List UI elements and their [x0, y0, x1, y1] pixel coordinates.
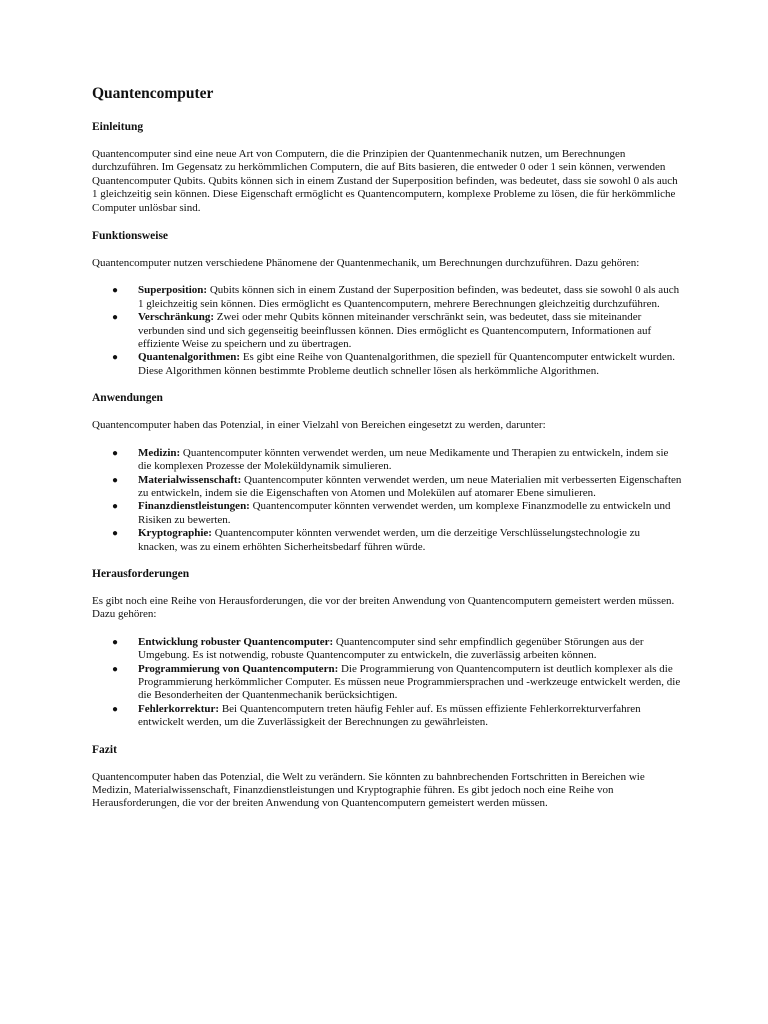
section-paragraph-anwendungen: Quantencomputer haben das Potenzial, in einer Vielzahl von Bereichen eingesetzt zu werden, darunter: — [92, 419, 546, 432]
list-item-text: Quantencomputer könnten verwendet werden, um komplexe Finanzmodelle zu entwickeln und Risiken zu bewerten. — [138, 500, 671, 526]
list-item — [112, 636, 682, 663]
document-title: Quantencomputer — [92, 85, 214, 102]
list-item-text: Quantencomputer könnten verwendet werden, um neue Materialien mit verbesserten Eigenschaften zu entwickeln, indem sie die Eigenschaften von Atomen und Molekülen auf atomarer Ebene simulieren. — [138, 473, 682, 499]
section-paragraph-einleitung: Quantencomputer sind eine neue Art von Computern, die die Prinzipien der Quantenmechanik nutzen, um Berechnungen durchzuführen. Im Gegensatz zu herkömmlichen Computern, die auf Bits basieren, die entweder 0 oder 1 sein können, verwenden Quantencomputer Qubits. Qubits können sich in einem Zustand der Superposition befinden, was bedeutet, dass sie sowohl 0 als auch 1 gleichzeitig sein können. Diese Eigenschaft ermöglicht es Quantencomputern, komplexe Probleme zu lösen, die für herkömmliche Computer unlösbar sind. — [92, 148, 678, 214]
section-heading-funktionsweise: Funktionsweise — [92, 230, 169, 243]
list-item-text: Zwei oder mehr Qubits können miteinander verschränkt sein, was bedeutet, dass sie miteinander verbunden sind und sich gegenseitig beeinflussen können. Dies ermöglicht es Quantencomputern, Informationen auf effiziente Weise zu speichern und zu übertragen. — [138, 311, 652, 351]
list-item-text: Quantencomputer könnten verwendet werden, um neue Medikamente und Therapien zu entwickeln, indem sie die komplexen Prozesse der Moleküldynamik simulieren. — [138, 446, 669, 473]
bullet-icon: ● — [112, 352, 119, 364]
list-item-text: Die Programmierung von Quantencomputern ist deutlich komplexer als die Programmierung herkömmlicher Computer. Es müssen neue Programmiersprachen und -werkzeuge entwickelt werden, die die Besonderheiten der Quantenmechanik berücksichtigen. — [138, 662, 681, 702]
section-paragraph-herausforderungen: Es gibt noch eine Reihe von Herausforderungen, die vor der breiten Anwendung von Quantencomputern gemeistert werden müssen. Dazu gehören: — [92, 594, 675, 621]
bullet-icon: ● — [112, 636, 119, 648]
section-paragraph-fazit: Quantencomputer haben das Potenzial, die Welt zu verändern. Sie könnten zu bahnbrechenden Fortschritten in Bereichen wie Medizin, Materialwissenschaft, Finanzdienstleistungen und Kryptographie führen. Es gibt jedoch noch eine Reihe von Herausforderungen, die vor der breiten Anwendung von Quantencomputern gemeistert werden müssen. — [92, 770, 645, 810]
list-item-term: Verschränkung: — [138, 311, 214, 324]
section-paragraph-funktionsweise: Quantencomputer nutzen verschiedene Phänomene der Quantenmechanik, um Berechnungen durchzuführen. Dazu gehören: — [92, 257, 640, 270]
list-herausforderungen — [92, 636, 682, 730]
list-anwendungen — [92, 447, 682, 554]
list-item-term: Fehlerkorrektur: — [138, 702, 220, 715]
bullet-icon: ● — [112, 703, 119, 715]
list-item-text: Quantencomputer könnten verwendet werden, um die derzeitige Verschlüsselungstechnologie zu knacken, was zu einem erhöhten Sicherheitsbedarf führen würde. — [138, 527, 641, 553]
list-item-term: Kryptographie: — [138, 527, 212, 540]
list-item — [112, 703, 682, 730]
list-item-term: Superposition: — [138, 284, 208, 297]
list-item-term: Entwicklung robuster Quantencomputer: — [138, 635, 334, 648]
bullet-icon: ● — [112, 312, 119, 324]
list-item-term: Materialwissenschaft: — [138, 473, 242, 486]
list-item — [112, 474, 682, 501]
list-item — [112, 351, 682, 378]
list-item-text: Es gibt eine Reihe von Quantenalgorithmen, die speziell für Quantencomputer entwickelt wurden. Diese Algorithmen können bestimmte Probleme deutlich schneller lösen als herkömmliche Algorithmen. — [138, 351, 676, 377]
list-item — [112, 284, 682, 311]
list-item-term: Medizin: — [138, 446, 181, 459]
list-item-text: Bei Quantencomputern treten häufig Fehler auf. Es müssen effiziente Fehlerkorrekturverfahren entwickelt werden, um die Zuverlässigkeit der Berechnungen zu gewährleisten. — [138, 702, 641, 729]
bullet-icon: ● — [112, 474, 119, 486]
bullet-icon: ● — [112, 663, 119, 675]
section-heading-fazit: Fazit — [92, 743, 117, 756]
list-item — [112, 500, 682, 527]
list-item — [112, 311, 682, 351]
section-heading-herausforderungen: Herausforderungen — [92, 567, 190, 580]
list-item — [112, 447, 682, 474]
section-heading-einleitung: Einleitung — [92, 121, 144, 133]
list-item — [112, 527, 682, 554]
list-item-text: Quantencomputer sind sehr empfindlich gegenüber Störungen aus der Umgebung. Es ist notwendig, robuste Quantencomputer zu entwickeln, die zuverlässig arbeiten können. — [138, 635, 644, 662]
list-item-term: Quantenalgorithmen: — [138, 351, 241, 364]
list-item-text: Qubits können sich in einem Zustand der Superposition befinden, was bedeutet, dass sie sowohl 0 als auch 1 gleichzeitig sein können. Dies ermöglicht es Quantencomputern, mehrere Berechnungen gleichzeitig durchzuführen. — [138, 284, 680, 310]
bullet-icon: ● — [112, 285, 119, 297]
bullet-icon: ● — [112, 528, 119, 540]
document-page — [92, 84, 682, 825]
list-item — [112, 663, 682, 703]
list-item-term: Finanzdienstleistungen: — [138, 500, 250, 513]
bullet-icon: ● — [112, 501, 119, 513]
list-item-term: Programmierung von Quantencomputern: — [138, 662, 339, 675]
bullet-icon: ● — [112, 447, 119, 459]
section-heading-anwendungen: Anwendungen — [92, 392, 163, 405]
list-funktionsweise — [92, 284, 682, 378]
